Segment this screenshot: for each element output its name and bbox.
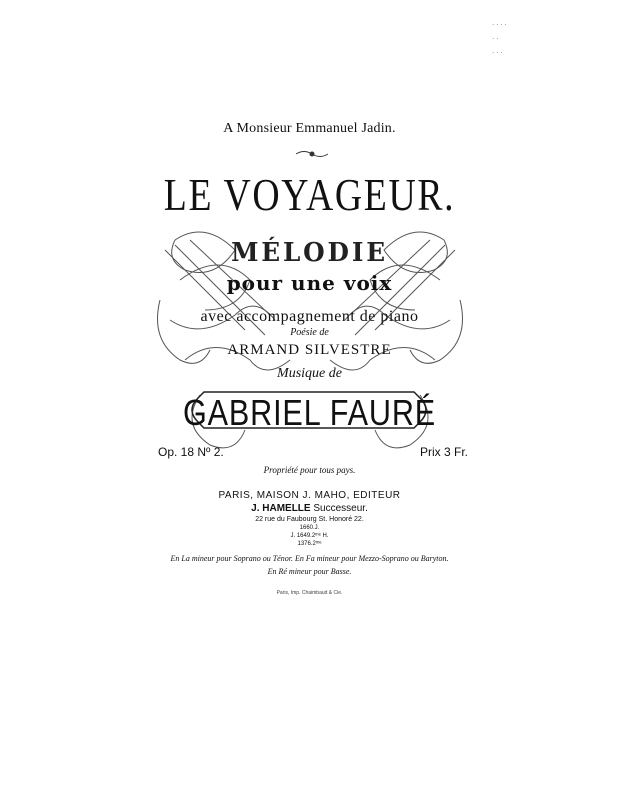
publisher-address: 22 rue du Faubourg St. Honoré 22. (255, 516, 364, 523)
catalog-number: J. 1649.2ᵐᵉ H. (290, 533, 329, 539)
successor-line (0, 503, 619, 514)
opus-number: Op. 18 Nº 2. (158, 445, 224, 459)
price: Prix 3 Fr. (420, 445, 469, 459)
publisher-line: PARIS, MAISON J. MAHO, EDITEUR (218, 490, 401, 501)
printer-credit: Paris, Imp. Chaimbaud & Cie. (276, 590, 343, 596)
catalog-number: 1376.2ᵐᵉ (297, 541, 322, 547)
key-options-line: En Ré mineur pour Basse. (267, 567, 352, 576)
poetry-label: Poésie de (290, 327, 329, 338)
catalog-number: 1660.J. (299, 525, 320, 531)
successor-label: Successeur. (310, 503, 368, 514)
dedication: A Monsieur Emmanuel Jadin. (223, 121, 396, 136)
key-options-line: En La mineur pour Soprano ou Ténor. En Fa mineur pour Mezzo-Soprano ou Baryton. (170, 554, 449, 563)
successor-name: J. HAMELLE (251, 503, 311, 514)
genre-heading: MÉLODIE (231, 238, 388, 268)
voice-line: pour une voix (226, 271, 393, 295)
poet-name: ARMAND SILVESTRE (227, 342, 392, 358)
page-title: LE VOYAGEUR. (163, 169, 456, 220)
accompaniment-line: avec accompagnement de piano (200, 308, 419, 325)
music-label: Musique de (277, 366, 342, 381)
composer-name: GABRIEL FAURÉ (182, 392, 437, 433)
library-stamp: · · · · · · · · · (492, 21, 507, 57)
property-notice: Propriété pour tous pays. (263, 465, 356, 475)
